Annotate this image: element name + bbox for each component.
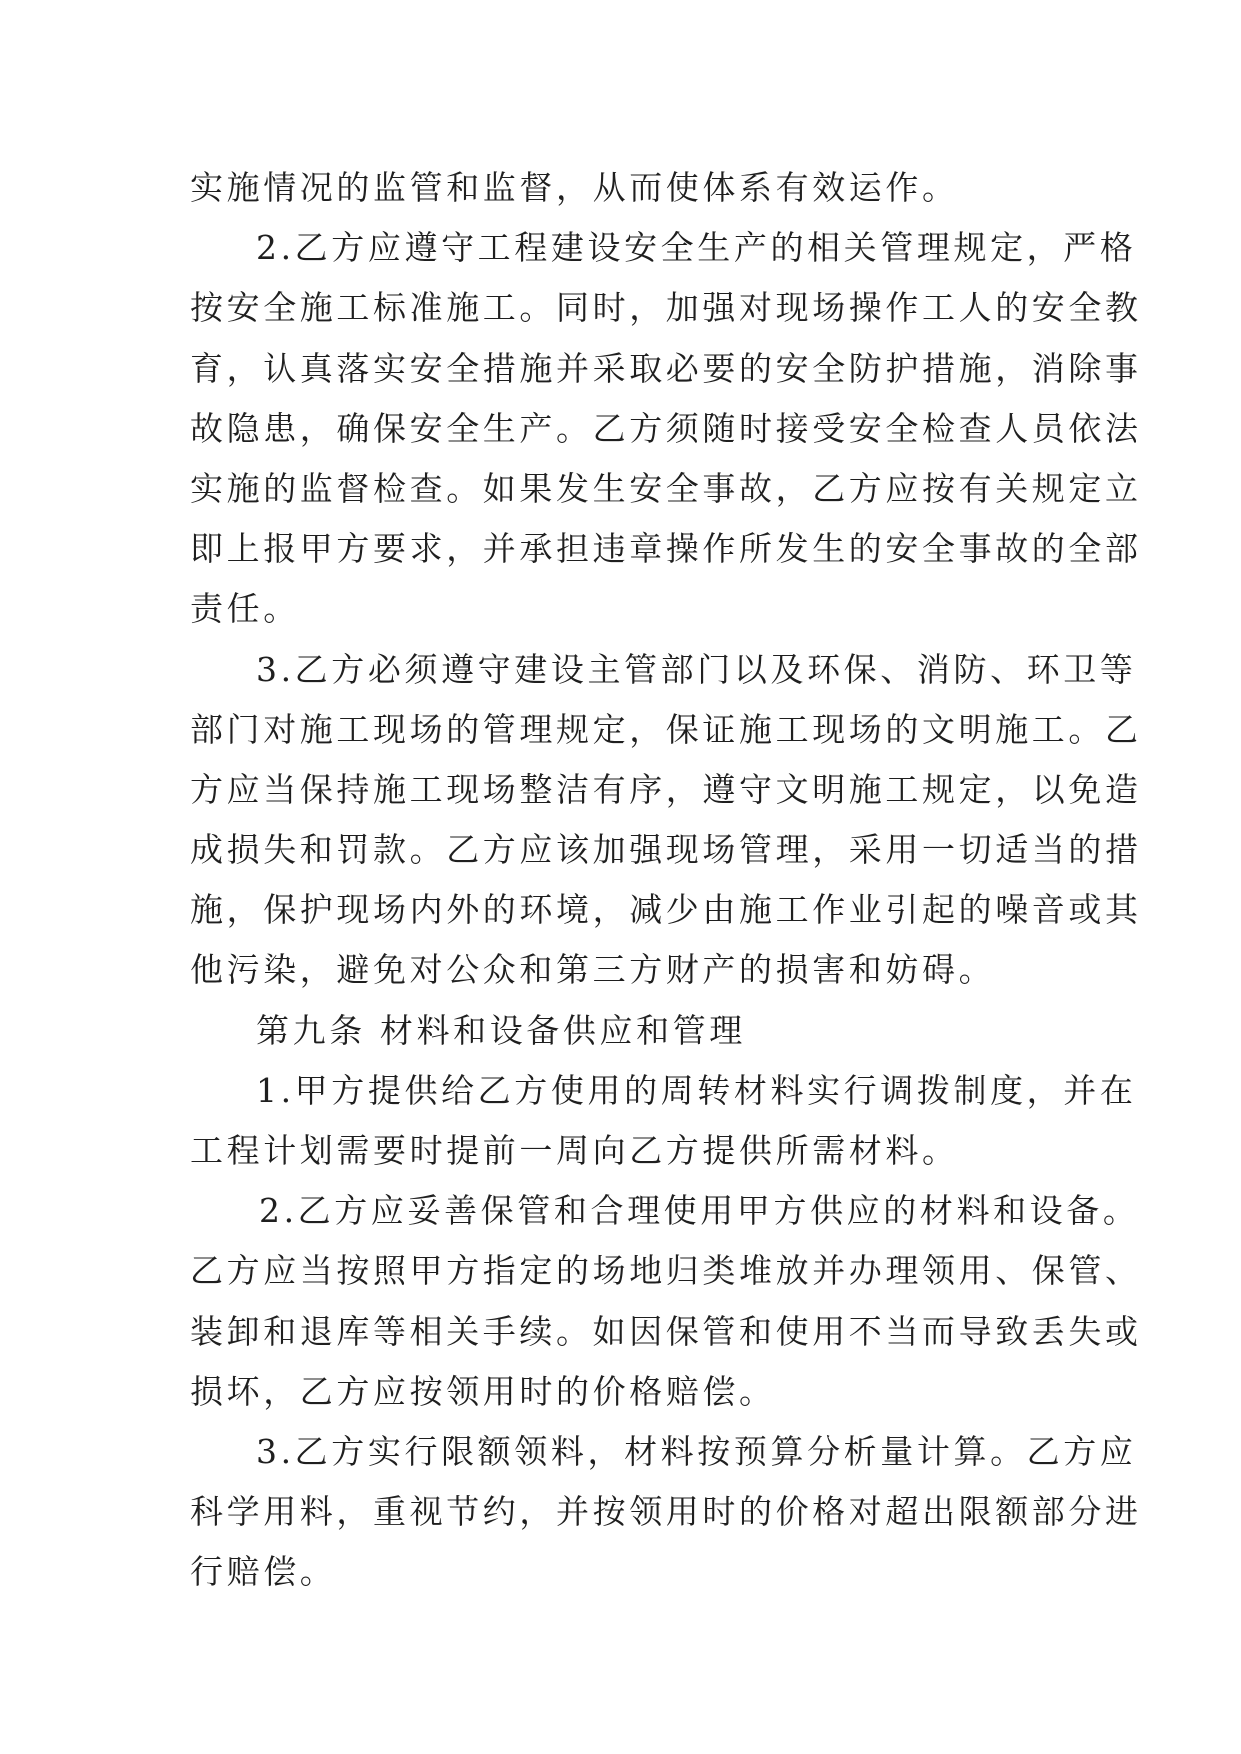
text-line: 实施的监督检查。如果发生安全事故，乙方应按有关规定立 — [190, 468, 1142, 508]
text-line: 工程计划需要时提前一周向乙方提供所需材料。 — [190, 1131, 959, 1170]
text-line: 2.乙方应妥善保管和合理使用甲方供应的材料和设备。 — [259, 1191, 1140, 1231]
text-line: 成损失和罚款。乙方应该加强现场管理，采用一切适当的措 — [190, 830, 1142, 870]
text-line: 1.甲方提供给乙方使用的周转材料实行调拨制度，并在 — [256, 1070, 1137, 1110]
text-line: 科学用料，重视节约，并按领用时的价格对超出限额部分进 — [190, 1492, 1142, 1532]
text-line: 他污染，避免对公众和第三方财产的损害和妨碍。 — [190, 950, 996, 990]
text-line: 即上报甲方要求，并承担违章操作所发生的安全事故的全部 — [190, 529, 1142, 569]
text-line: 行赔偿。 — [190, 1552, 337, 1592]
document-body — [190, 158, 1142, 1603]
text-line: 育，认真落实安全措施并采取必要的安全防护措施，消除事 — [190, 348, 1142, 388]
text-line: 按安全施工标准施工。同时，加强对现场操作工人的安全教 — [190, 288, 1142, 328]
text-line: 施，保护现场内外的环境，减少由施工作业引起的噪音或其 — [190, 890, 1142, 930]
text-line: 3.乙方必须遵守建设主管部门以及环保、消防、环卫等 — [256, 649, 1137, 689]
text-line: 部门对施工现场的管理规定，保证施工现场的文明施工。乙 — [190, 709, 1142, 749]
text-line: 装卸和退库等相关手续。如因保管和使用不当而导致丢失或 — [190, 1311, 1142, 1351]
text-line: 乙方应当按照甲方指定的场地归类堆放并办理领用、保管、 — [190, 1251, 1142, 1291]
text-line: 实施情况的监管和监督，从而使体系有效运作。 — [190, 168, 959, 207]
text-line: 损坏，乙方应按领用时的价格赔偿。 — [190, 1371, 776, 1411]
text-line: 故隐患，确保安全生产。乙方须随时接受安全检查人员依法 — [190, 408, 1142, 448]
text-line: 2.乙方应遵守工程建设安全生产的相关管理规定，严格 — [256, 228, 1137, 268]
text-line: 3.乙方实行限额领料，材料按预算分析量计算。乙方应 — [256, 1431, 1137, 1471]
section-heading: 第九条 材料和设备供应和管理 — [256, 1010, 746, 1050]
text-line: 责任。 — [190, 589, 300, 629]
text-line: 方应当保持施工现场整洁有序，遵守文明施工规定，以免造 — [190, 769, 1142, 809]
